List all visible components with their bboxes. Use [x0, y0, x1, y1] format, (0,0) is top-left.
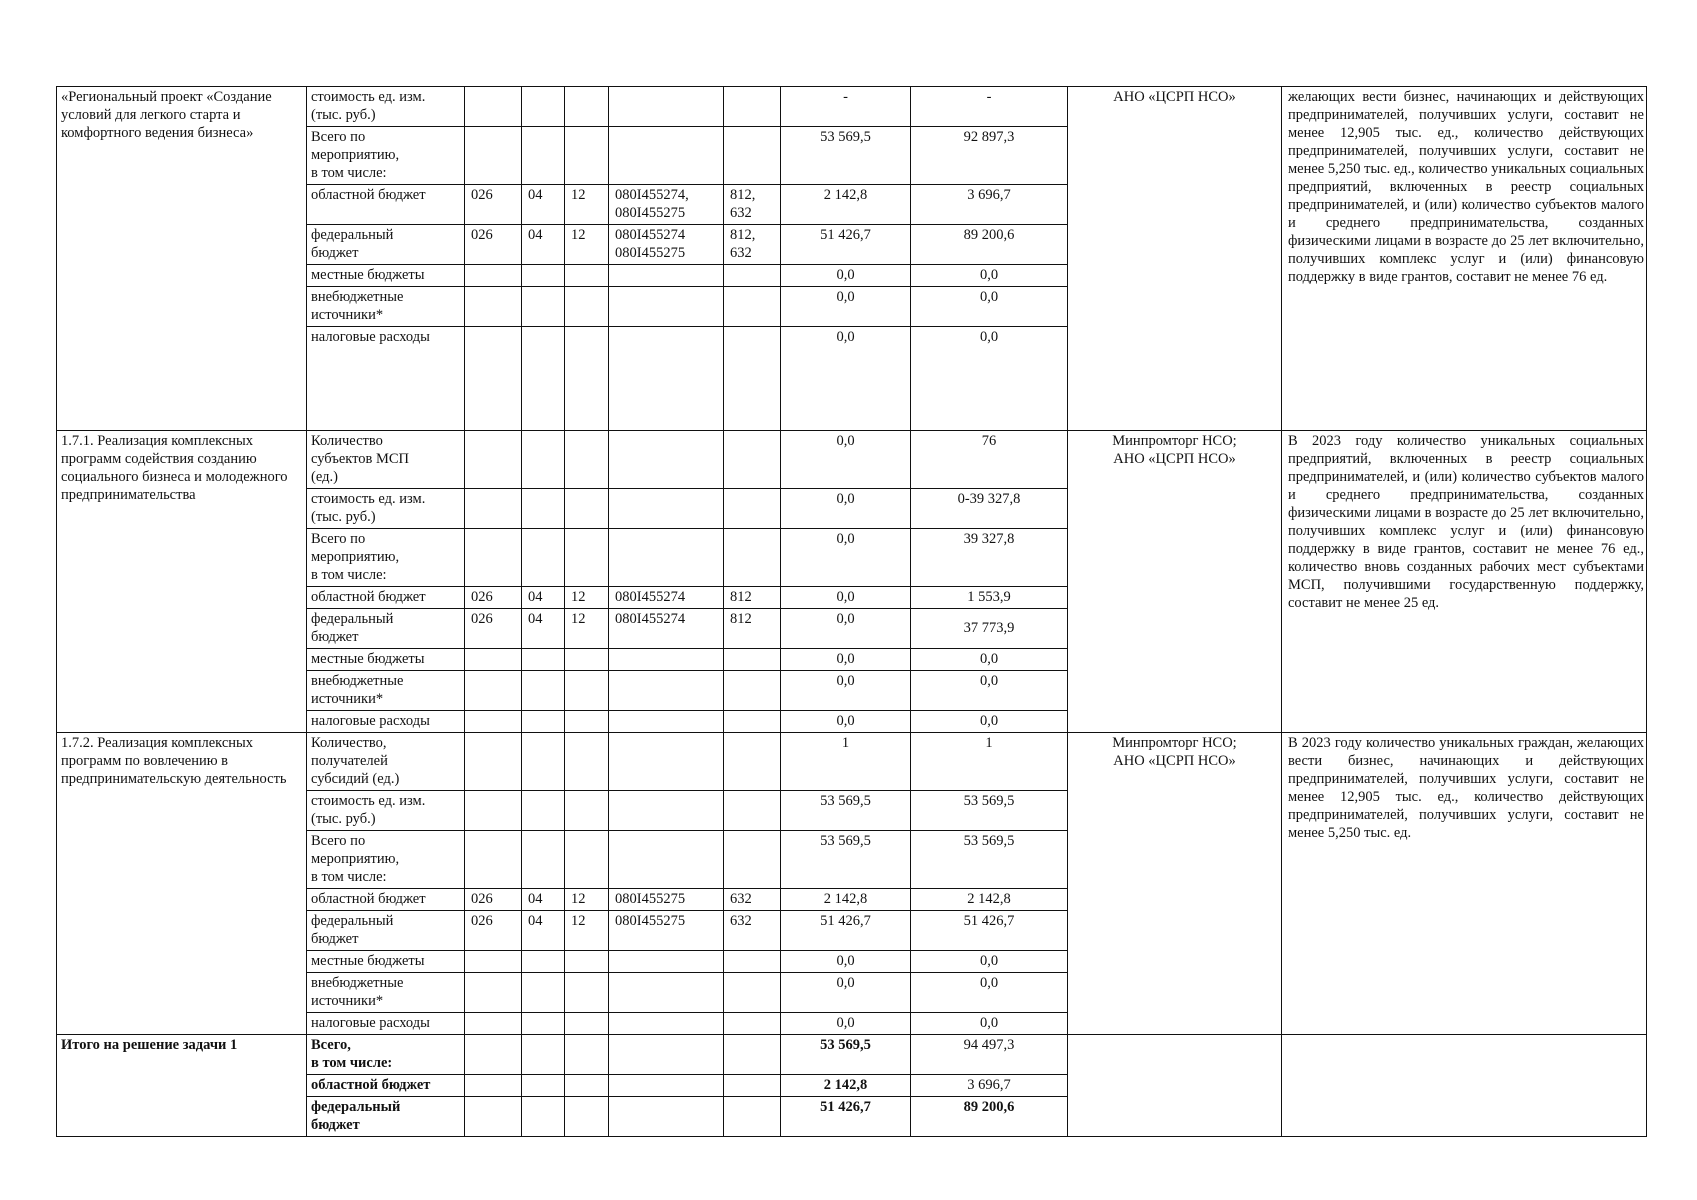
value-year1-cell: 1: [781, 733, 911, 791]
code-grbs-cell: 026: [465, 185, 522, 225]
code-pr-cell: [565, 973, 609, 1013]
code-pr-cell: [565, 831, 609, 889]
code-grbs-cell: [465, 711, 522, 733]
code-pr-cell: [565, 671, 609, 711]
code-vr-cell: [724, 489, 781, 529]
value-year2-cell: 0,0: [911, 951, 1068, 973]
code-csr-cell: [609, 265, 724, 287]
empty-code-cell: [724, 1075, 781, 1097]
code-csr-cell: 080I455274: [609, 609, 724, 649]
value-year2-cell: 39 327,8: [911, 529, 1068, 587]
code-csr-cell: 080I455274: [609, 587, 724, 609]
event-name-cell: «Региональный проект «Создание условий для легкого старта и комфортного ведения бизнеса»: [57, 87, 307, 431]
code-rz-cell: 04: [522, 609, 565, 649]
code-rz-cell: [522, 831, 565, 889]
code-rz-cell: [522, 127, 565, 185]
code-pr-cell: [565, 711, 609, 733]
code-grbs-cell: [465, 265, 522, 287]
funding-source-label: Всего по мероприятию, в том числе:: [307, 529, 465, 587]
value-year1-cell: 2 142,8: [781, 185, 911, 225]
value-year2-cell: 0,0: [911, 711, 1068, 733]
code-rz-cell: [522, 1013, 565, 1035]
value-year2-cell: 37 773,9: [911, 609, 1068, 649]
code-grbs-cell: [465, 733, 522, 791]
code-vr-cell: [724, 711, 781, 733]
code-grbs-cell: [465, 327, 522, 431]
code-csr-cell: [609, 831, 724, 889]
code-rz-cell: [522, 529, 565, 587]
code-csr-cell: [609, 711, 724, 733]
code-csr-cell: [609, 733, 724, 791]
value-year2-cell: 1 553,9: [911, 587, 1068, 609]
code-pr-cell: 12: [565, 185, 609, 225]
funding-source-label: Всего по мероприятию, в том числе:: [307, 127, 465, 185]
code-csr-cell: [609, 431, 724, 489]
expected-result-cell: желающих вести бизнес, начинающих и действующих предпринимателей, получивших услуги, составит не менее 12,905 тыс. ед., количество действующих предпринимателей, получивших услуги, составит не менее 5,250 тыс. ед., количество уникальных социальных предприятий, включенных в реестр социальных предпринимателей, и (или) количество субъектов малого и среднего предпринимательства, созданных физическими лицами в возрасте до 25 лет включительно, получивших комплекс услуг и (или) финансовую поддержку в виде грантов, составит не менее 76 ед.: [1282, 87, 1647, 431]
code-csr-cell: [609, 327, 724, 431]
code-csr-cell: [609, 127, 724, 185]
funding-source-label: налоговые расходы: [307, 711, 465, 733]
table-body: [57, 87, 1647, 1137]
code-pr-cell: [565, 1013, 609, 1035]
code-rz-cell: [522, 733, 565, 791]
code-vr-cell: [724, 529, 781, 587]
code-pr-cell: [565, 791, 609, 831]
value-year2-cell: 0,0: [911, 671, 1068, 711]
code-grbs-cell: 026: [465, 225, 522, 265]
funding-source-label: Количество, получателей субсидий (ед.): [307, 733, 465, 791]
value-year1-cell: 0,0: [781, 649, 911, 671]
table-row: [57, 431, 1647, 489]
value-year1-cell: 53 569,5: [781, 791, 911, 831]
code-pr-cell: 12: [565, 609, 609, 649]
code-vr-cell: [724, 431, 781, 489]
value-year1-cell: 0,0: [781, 1013, 911, 1035]
empty-code-cell: [465, 1097, 522, 1137]
empty-code-cell: [522, 1075, 565, 1097]
code-vr-cell: [724, 791, 781, 831]
code-grbs-cell: [465, 649, 522, 671]
total-funding-label: Всего, в том числе:: [307, 1035, 465, 1075]
total-funding-label: федеральный бюджет: [307, 1097, 465, 1137]
code-rz-cell: 04: [522, 889, 565, 911]
code-rz-cell: [522, 711, 565, 733]
code-pr-cell: [565, 265, 609, 287]
executor-cell: АНО «ЦСРП НСО»: [1068, 87, 1282, 431]
table-row: [57, 733, 1647, 791]
empty-code-cell: [465, 1075, 522, 1097]
value-year2-cell: 0,0: [911, 287, 1068, 327]
funding-source-label: местные бюджеты: [307, 265, 465, 287]
empty-code-cell: [565, 1097, 609, 1137]
value-year2-cell: 1: [911, 733, 1068, 791]
funding-source-label: налоговые расходы: [307, 1013, 465, 1035]
code-pr-cell: [565, 951, 609, 973]
value-year2-cell: 0,0: [911, 973, 1068, 1013]
code-grbs-cell: 026: [465, 609, 522, 649]
code-rz-cell: [522, 649, 565, 671]
code-pr-cell: [565, 127, 609, 185]
event-name-cell: 1.7.1. Реализация комплексных программ содействия созданию социального бизнеса и молодежного предпринимательства: [57, 431, 307, 733]
code-grbs-cell: [465, 287, 522, 327]
code-grbs-cell: [465, 1013, 522, 1035]
value-year1-cell: 0,0: [781, 327, 911, 431]
value-year2-cell: 92 897,3: [911, 127, 1068, 185]
funding-source-label: областной бюджет: [307, 889, 465, 911]
funding-source-label: федеральный бюджет: [307, 911, 465, 951]
code-pr-cell: 12: [565, 911, 609, 951]
funding-source-label: стоимость ед. изм. (тыс. руб.): [307, 791, 465, 831]
code-rz-cell: [522, 287, 565, 327]
code-grbs-cell: 026: [465, 889, 522, 911]
executor-cell: Минпромторг НСО; АНО «ЦСРП НСО»: [1068, 733, 1282, 1035]
value-year1-cell: 0,0: [781, 431, 911, 489]
code-csr-cell: 080I455275: [609, 911, 724, 951]
code-pr-cell: 12: [565, 587, 609, 609]
code-csr-cell: [609, 1013, 724, 1035]
empty-code-cell: [565, 1035, 609, 1075]
empty-code-cell: [724, 1035, 781, 1075]
code-csr-cell: [609, 87, 724, 127]
funding-source-label: внебюджетные источники*: [307, 671, 465, 711]
code-rz-cell: [522, 327, 565, 431]
funding-source-label: налоговые расходы: [307, 327, 465, 431]
funding-source-label: внебюджетные источники*: [307, 287, 465, 327]
funding-source-label: областной бюджет: [307, 185, 465, 225]
empty-code-cell: [465, 1035, 522, 1075]
total-value-year2-cell: 3 696,7: [911, 1075, 1068, 1097]
value-year1-cell: 0,0: [781, 287, 911, 327]
budget-table: [56, 86, 1647, 1137]
code-grbs-cell: [465, 671, 522, 711]
value-year1-cell: 0,0: [781, 529, 911, 587]
expected-result-cell: В 2023 году количество уникальных социальных предприятий, включенных в реестр социальных предпринимателей, и (или) количество субъектов малого и среднего предпринимательства, созданных физическими лицами в возрасте до 25 лет включительно, получивших комплекс услуг и (или) финансовую поддержку в виде грантов, составит не менее 76 ед., количество вновь созданных рабочих мест субъектами МСП, получившими государственную поддержку, составит не менее 25 ед.: [1282, 431, 1647, 733]
code-grbs-cell: [465, 489, 522, 529]
code-grbs-cell: 026: [465, 587, 522, 609]
code-grbs-cell: [465, 831, 522, 889]
total-executor-cell: [1068, 1035, 1282, 1137]
value-year2-cell: 76: [911, 431, 1068, 489]
code-csr-cell: 080I455275: [609, 889, 724, 911]
code-csr-cell: [609, 951, 724, 973]
empty-code-cell: [522, 1097, 565, 1137]
value-year2-cell: 2 142,8: [911, 889, 1068, 911]
code-rz-cell: 04: [522, 225, 565, 265]
code-grbs-cell: [465, 973, 522, 1013]
code-vr-cell: 812: [724, 609, 781, 649]
value-year1-cell: 53 569,5: [781, 127, 911, 185]
code-csr-cell: 080I455274 080I455275: [609, 225, 724, 265]
code-csr-cell: [609, 791, 724, 831]
value-year2-cell: 3 696,7: [911, 185, 1068, 225]
code-rz-cell: 04: [522, 587, 565, 609]
code-rz-cell: [522, 431, 565, 489]
total-row: [57, 1035, 1647, 1075]
total-funding-label: областной бюджет: [307, 1075, 465, 1097]
code-csr-cell: [609, 671, 724, 711]
value-year1-cell: 0,0: [781, 609, 911, 649]
value-year2-cell: -: [911, 87, 1068, 127]
code-vr-cell: [724, 951, 781, 973]
total-value-year2-cell: 89 200,6: [911, 1097, 1068, 1137]
code-pr-cell: 12: [565, 225, 609, 265]
code-vr-cell: [724, 671, 781, 711]
code-rz-cell: 04: [522, 185, 565, 225]
value-year1-cell: 53 569,5: [781, 831, 911, 889]
code-rz-cell: [522, 489, 565, 529]
code-pr-cell: [565, 649, 609, 671]
value-year2-cell: 0,0: [911, 327, 1068, 431]
code-vr-cell: 812, 632: [724, 225, 781, 265]
code-vr-cell: 632: [724, 889, 781, 911]
value-year1-cell: 51 426,7: [781, 225, 911, 265]
code-grbs-cell: [465, 791, 522, 831]
value-year1-cell: 0,0: [781, 265, 911, 287]
code-csr-cell: [609, 973, 724, 1013]
value-year2-cell: 51 426,7: [911, 911, 1068, 951]
total-value-year2-cell: 94 497,3: [911, 1035, 1068, 1075]
value-year2-cell: 53 569,5: [911, 831, 1068, 889]
code-rz-cell: 04: [522, 911, 565, 951]
code-rz-cell: [522, 87, 565, 127]
code-pr-cell: 12: [565, 889, 609, 911]
funding-source-label: областной бюджет: [307, 587, 465, 609]
code-grbs-cell: [465, 431, 522, 489]
funding-source-label: стоимость ед. изм. (тыс. руб.): [307, 489, 465, 529]
value-year1-cell: 51 426,7: [781, 911, 911, 951]
code-grbs-cell: [465, 87, 522, 127]
funding-source-label: Количество субъектов МСП (ед.): [307, 431, 465, 489]
executor-cell: Минпромторг НСО; АНО «ЦСРП НСО»: [1068, 431, 1282, 733]
code-grbs-cell: [465, 529, 522, 587]
total-value-year1-cell: 53 569,5: [781, 1035, 911, 1075]
funding-source-label: внебюджетные источники*: [307, 973, 465, 1013]
code-csr-cell: 080I455274, 080I455275: [609, 185, 724, 225]
value-year1-cell: 0,0: [781, 711, 911, 733]
code-grbs-cell: [465, 951, 522, 973]
code-vr-cell: [724, 265, 781, 287]
event-name-cell: 1.7.2. Реализация комплексных программ по вовлечению в предпринимательскую деятельность: [57, 733, 307, 1035]
code-vr-cell: [724, 973, 781, 1013]
code-vr-cell: [724, 127, 781, 185]
code-csr-cell: [609, 287, 724, 327]
code-pr-cell: [565, 733, 609, 791]
code-vr-cell: 632: [724, 911, 781, 951]
code-vr-cell: [724, 327, 781, 431]
funding-source-label: Всего по мероприятию, в том числе:: [307, 831, 465, 889]
funding-source-label: местные бюджеты: [307, 649, 465, 671]
value-year2-cell: 53 569,5: [911, 791, 1068, 831]
value-year2-cell: 89 200,6: [911, 225, 1068, 265]
table-row: [57, 87, 1647, 127]
total-value-year1-cell: 51 426,7: [781, 1097, 911, 1137]
code-vr-cell: [724, 831, 781, 889]
value-year2-cell: 0-39 327,8: [911, 489, 1068, 529]
funding-source-label: местные бюджеты: [307, 951, 465, 973]
code-grbs-cell: 026: [465, 911, 522, 951]
code-rz-cell: [522, 791, 565, 831]
empty-code-cell: [565, 1075, 609, 1097]
total-value-year1-cell: 2 142,8: [781, 1075, 911, 1097]
empty-code-cell: [609, 1075, 724, 1097]
expected-result-cell: В 2023 году количество уникальных граждан, желающих вести бизнес, начинающих и действующих предпринимателей, получивших услуги, составит не менее 12,905 тыс. ед., количество действующих предпринимателей, получивших услуги, составит не менее 5,250 тыс. ед.: [1282, 733, 1647, 1035]
code-vr-cell: 812, 632: [724, 185, 781, 225]
empty-code-cell: [724, 1097, 781, 1137]
code-pr-cell: [565, 87, 609, 127]
code-pr-cell: [565, 431, 609, 489]
code-vr-cell: [724, 287, 781, 327]
code-pr-cell: [565, 489, 609, 529]
value-year1-cell: 0,0: [781, 951, 911, 973]
code-csr-cell: [609, 529, 724, 587]
total-result-cell: [1282, 1035, 1647, 1137]
code-pr-cell: [565, 529, 609, 587]
empty-code-cell: [609, 1035, 724, 1075]
code-csr-cell: [609, 649, 724, 671]
value-year2-cell: 0,0: [911, 649, 1068, 671]
value-year1-cell: 0,0: [781, 587, 911, 609]
code-vr-cell: [724, 649, 781, 671]
code-rz-cell: [522, 265, 565, 287]
code-rz-cell: [522, 671, 565, 711]
document-page: [56, 86, 1646, 1137]
code-csr-cell: [609, 489, 724, 529]
funding-source-label: стоимость ед. изм. (тыс. руб.): [307, 87, 465, 127]
empty-code-cell: [522, 1035, 565, 1075]
value-year1-cell: -: [781, 87, 911, 127]
funding-source-label: федеральный бюджет: [307, 225, 465, 265]
code-vr-cell: [724, 87, 781, 127]
code-pr-cell: [565, 327, 609, 431]
code-grbs-cell: [465, 127, 522, 185]
value-year2-cell: 0,0: [911, 265, 1068, 287]
value-year1-cell: 0,0: [781, 973, 911, 1013]
code-rz-cell: [522, 973, 565, 1013]
code-vr-cell: 812: [724, 587, 781, 609]
value-year1-cell: 2 142,8: [781, 889, 911, 911]
total-name-cell: Итого на решение задачи 1: [57, 1035, 307, 1137]
value-year1-cell: 0,0: [781, 489, 911, 529]
code-pr-cell: [565, 287, 609, 327]
empty-code-cell: [609, 1097, 724, 1137]
value-year1-cell: 0,0: [781, 671, 911, 711]
funding-source-label: федеральный бюджет: [307, 609, 465, 649]
value-year2-cell: 0,0: [911, 1013, 1068, 1035]
code-rz-cell: [522, 951, 565, 973]
code-vr-cell: [724, 733, 781, 791]
code-vr-cell: [724, 1013, 781, 1035]
